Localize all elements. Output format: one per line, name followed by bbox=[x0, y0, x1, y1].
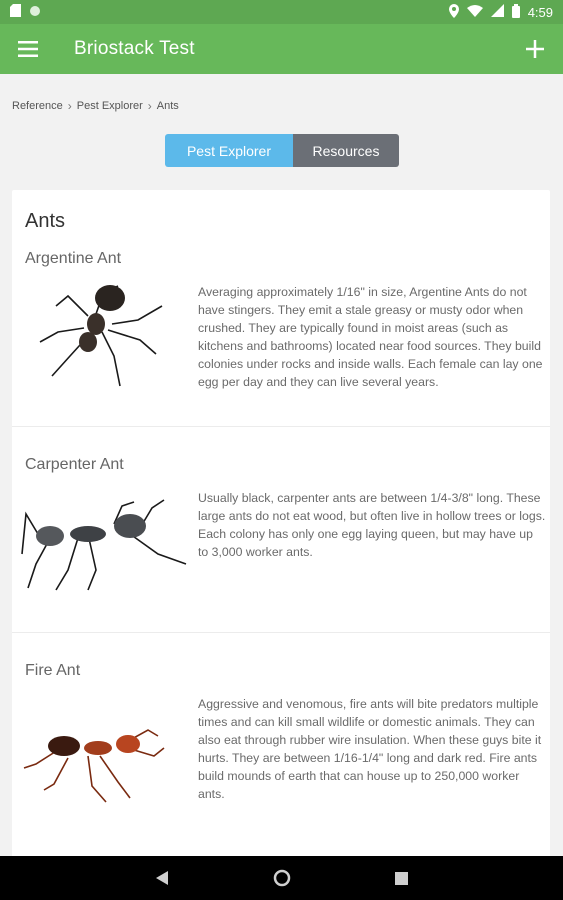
add-button[interactable] bbox=[507, 24, 563, 74]
menu-button[interactable] bbox=[0, 24, 56, 74]
pest-card bbox=[12, 190, 550, 870]
sd-card-icon bbox=[10, 4, 21, 20]
app-title: Briostack Test bbox=[74, 38, 195, 59]
pest-name: Argentine Ant bbox=[25, 250, 122, 267]
pest-name: Carpenter Ant bbox=[25, 456, 124, 473]
recents-square-icon bbox=[395, 872, 408, 885]
fire-ant-image bbox=[18, 720, 188, 840]
argentine-ant-image bbox=[18, 276, 188, 396]
chevron-right-icon: › bbox=[67, 99, 72, 113]
pest-name: Fire Ant bbox=[25, 662, 81, 679]
pest-description: Usually black, carpenter ants are between 1/4-3/8" long. These large ants do not eat wood, but often live in hollow trees or logs. Each colony has only one egg laying queen, but may have up to 3,000 worker ants. bbox=[198, 491, 546, 559]
status-bar bbox=[0, 0, 563, 24]
status-time: 4:59 bbox=[527, 4, 553, 20]
recents-button[interactable] bbox=[387, 863, 417, 893]
breadcrumb-item-pest-explorer[interactable]: Pest Explorer bbox=[76, 100, 143, 112]
back-triangle-icon bbox=[156, 871, 168, 885]
divider bbox=[12, 426, 550, 427]
signal-icon bbox=[491, 4, 504, 20]
wifi-icon bbox=[467, 5, 483, 20]
breadcrumb bbox=[12, 99, 179, 113]
breadcrumb-item-ants: Ants bbox=[156, 100, 179, 112]
battery-icon bbox=[512, 4, 520, 21]
chevron-right-icon: › bbox=[147, 99, 152, 113]
status-left bbox=[10, 4, 41, 20]
breadcrumb-item-reference[interactable]: Reference bbox=[12, 100, 63, 112]
app-bar bbox=[0, 24, 563, 74]
plus-icon bbox=[526, 40, 544, 58]
tab-switcher bbox=[165, 134, 399, 167]
home-circle-icon bbox=[273, 869, 291, 887]
back-button[interactable] bbox=[147, 863, 177, 893]
tab-resources[interactable]: Resources bbox=[293, 134, 399, 167]
status-right bbox=[449, 4, 553, 21]
carpenter-ant-image bbox=[18, 494, 188, 614]
circle-notification-icon bbox=[29, 5, 41, 20]
pest-description: Averaging approximately 1/16" in size, Argentine Ants do not have stingers. They emit a stale greasy or musty odor when crushed. They are typically found in moist areas (such as kitchens and bathrooms) located near food sources. They build colonies under rocks and inside walls. Each female can lay one egg per day and they can live several years. bbox=[198, 285, 543, 389]
tab-pest-explorer[interactable]: Pest Explorer bbox=[165, 134, 293, 167]
navigation-bar bbox=[0, 856, 563, 900]
location-icon bbox=[449, 4, 459, 21]
home-button[interactable] bbox=[267, 863, 297, 893]
card-title: Ants bbox=[25, 210, 66, 232]
hamburger-menu-icon bbox=[18, 41, 38, 57]
divider bbox=[12, 632, 550, 633]
pest-description: Aggressive and venomous, fire ants will bite predators multiple times and can kill small wildlife or domestic animals. They can also eat through rubber wire insulation. When these guys bite it hurts. They are between 1/16-1/4" long and dark red. Fire ants build mounds of earth that can house up to 250,000 worker ants. bbox=[198, 697, 542, 801]
